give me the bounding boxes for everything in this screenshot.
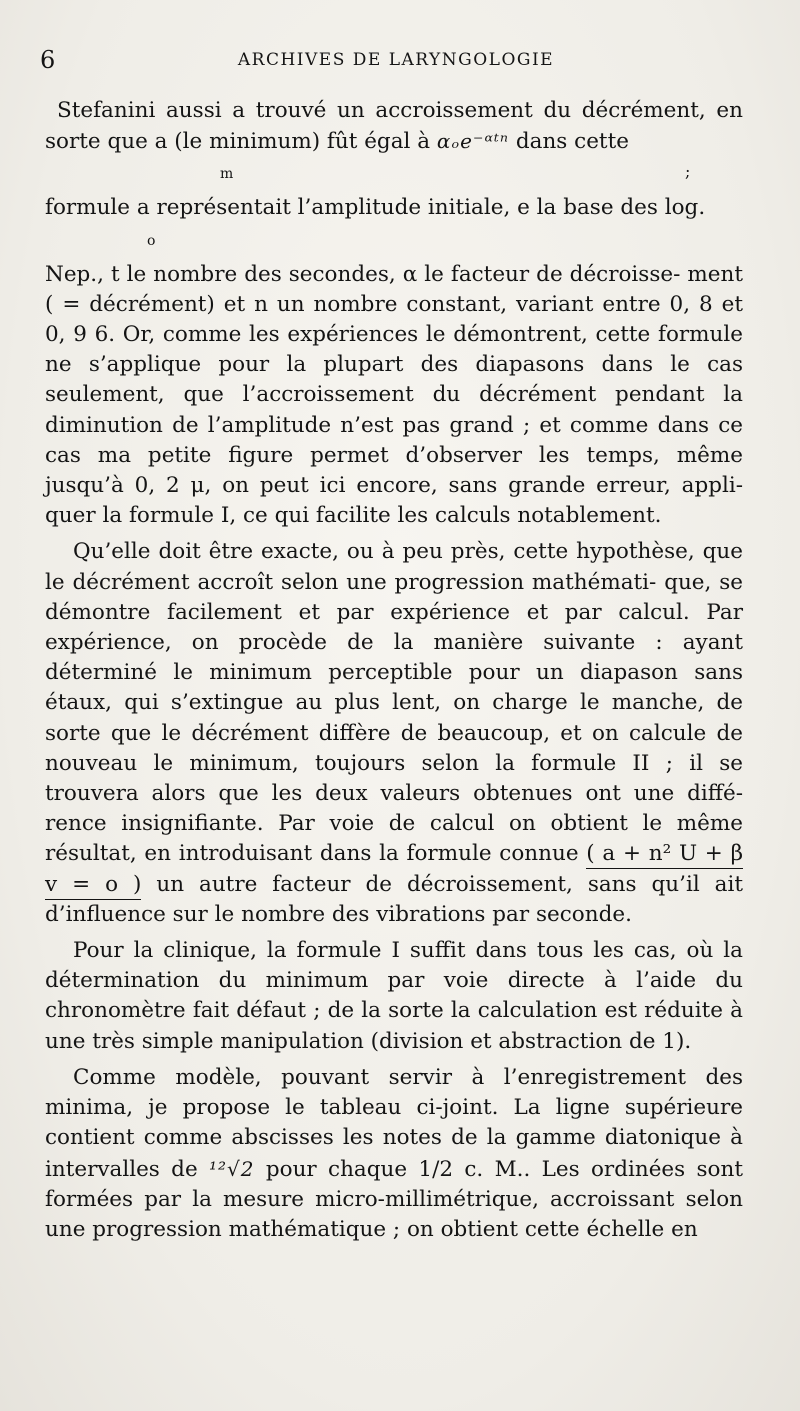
paragraph-3 <box>45 936 743 1057</box>
text-line: cas seulement, que l’accroissement du décrément pendant la <box>45 352 743 408</box>
text-line: que le décrément accroît selon une progression mathémati- <box>45 539 743 595</box>
text-line: ce cas ma petite figure permet d’observer les temps, même <box>45 412 743 468</box>
text-line: étaux, qui s’extingue au plus lent, on charge le manche, de <box>45 690 743 716</box>
subscript-m: m <box>220 166 234 183</box>
text-line: une progression mathématique ; on obtient cette échelle en <box>45 1216 698 1242</box>
text-line: résultat, en introduisant dans la formule connue <box>45 841 579 867</box>
text-line: formées par la mesure micro-millimétrique, accroissant selon <box>45 1186 743 1212</box>
text-line: sorte que le décrément diffère de beaucoup, et on calcule de <box>45 720 743 746</box>
decrement-formula: αₒe⁻ᵅᵗⁿ <box>436 129 510 154</box>
running-title: ARCHIVES DE LARYNGOLOGIE <box>237 50 555 70</box>
text-line: la détermination du minimum par voie directe à l’aide du <box>45 938 743 994</box>
text-line: formule a représentait l’amplitude initiale, e la base des log. <box>45 195 706 221</box>
subscript-line-o <box>45 230 743 260</box>
text-line: chronomètre fait défaut ; de la sorte la calculation est réduite <box>45 998 723 1024</box>
text-line: déterminé le minimum perceptible pour un diapason sans <box>45 660 743 686</box>
paragraph-1 <box>45 96 743 157</box>
text-line: de 1). <box>628 1028 692 1054</box>
text-line: Qu’elle doit être exacte, ou à peu près, cette hypothèse, <box>73 539 695 565</box>
paragraph-4 <box>45 1063 743 1245</box>
text-line: nouveau le minimum, toujours selon la formule II ; il se <box>45 750 743 776</box>
known-formula: ( a + n² U + β v = o ) <box>45 841 743 899</box>
body-text <box>45 96 743 1251</box>
page-number: 6 <box>40 46 56 74</box>
text-line: en sorte que a (le minimum) fût égal à <box>45 98 743 155</box>
text-line: quer la formule I, ce qui facilite les calculs notablement. <box>45 503 662 529</box>
text-line: à une très simple manipulation (division et abstraction <box>45 998 743 1054</box>
text-line: contient comme abscisses les notes de la gamme diatonique <box>45 1125 721 1151</box>
text-line: rence insignifiante. Par voie de calcul on obtient le même <box>45 811 743 837</box>
text-line: seconde. <box>536 901 632 927</box>
text-line: minima, je propose le tableau ci-joint. La ligne supérieure <box>45 1095 743 1121</box>
text-line: Comme modèle, pouvant servir à l’enregistrement des <box>73 1064 743 1090</box>
text-line: sans qu’il ait d’influence sur le nombre des vibrations par <box>45 871 743 927</box>
text-line: un autre facteur de décroissement, <box>141 871 573 897</box>
subscript-line-m <box>45 163 743 193</box>
text-line: Pour la clinique, la formule I suffit dans tous les cas, où <box>73 938 714 964</box>
subscript-comma: ; <box>685 162 691 182</box>
subscript-o: o <box>147 232 156 249</box>
text-line: Stefanini aussi a trouvé un accroissement du décrément, <box>57 98 706 123</box>
page-header <box>40 44 752 78</box>
text-line: pour chaque 1/2 c. M.. Les ordinées sont <box>254 1156 743 1182</box>
text-line: 0, 8 et 0, 9 6. Or, comme les expériences le démontrent, cette <box>45 291 743 348</box>
text-line: à intervalles de <box>45 1125 743 1182</box>
text-line: Nep., t le nombre des secondes, α le facteur de décroisse- <box>45 261 681 287</box>
paragraph-1-rest <box>45 260 743 532</box>
text-line: jusqu’à 0, 2 μ, on peut ici encore, sans grande erreur, appli- <box>45 473 743 499</box>
text-line: trouvera alors que les deux valeurs obtenues ont une diffé- <box>45 781 743 807</box>
text-line: formule ne s’applique pour la plupart des diapasons dans le <box>45 322 743 378</box>
text-line: dans cette <box>509 129 629 155</box>
paragraph-2 <box>45 537 743 930</box>
text-line: Par expérience, on procède de la manière suivante : ayant <box>45 599 743 656</box>
text-line: ment ( = décrément) et n un nombre constant, variant entre <box>45 261 744 317</box>
text-line: diminution de l’amplitude n’est pas grand ; et comme dans <box>45 412 710 438</box>
text-line: que, se démontre facilement et par expérience et par calcul. <box>45 569 743 625</box>
paragraph-1-cont <box>45 193 743 223</box>
root-formula: ¹²√2 <box>209 1156 255 1181</box>
